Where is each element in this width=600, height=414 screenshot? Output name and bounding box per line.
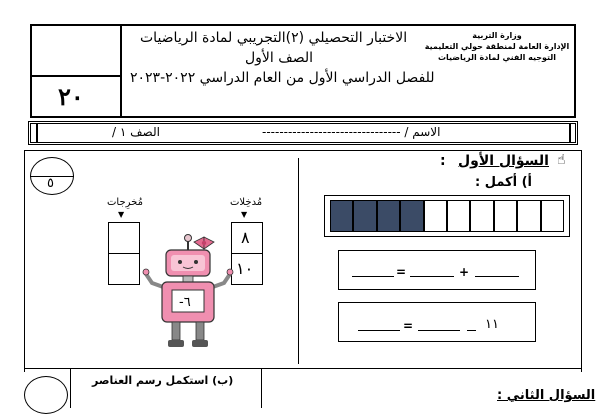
q1-score: ٥	[47, 176, 54, 191]
q1-title: السؤال الأول	[458, 153, 549, 169]
inputs-arrow-icon: ▼	[241, 210, 248, 219]
output-cell-2[interactable]	[108, 253, 140, 285]
ten-frame-cell	[353, 200, 376, 232]
eq1-blank-left[interactable]	[352, 276, 394, 277]
inputs-label: مُدخِلات	[230, 197, 263, 208]
ten-frame	[330, 200, 564, 232]
input-value-1: ٨	[241, 228, 250, 247]
ten-frame-cell	[330, 200, 353, 232]
q1-divider	[298, 158, 299, 364]
score-divider	[30, 75, 122, 77]
output-cell-1[interactable]	[108, 222, 140, 254]
ten-frame-cell	[447, 200, 470, 232]
q2-part-b: (ب) استكمل رسم العناصر	[92, 374, 234, 387]
exam-title: الاختبار التحصيلي (٢)التجريبي لمادة الرياضيات	[140, 30, 408, 46]
student-name-field: الاسم / --------------------------------	[262, 125, 441, 139]
eq2-number: ١١	[485, 317, 499, 332]
eq1-plus-sign: +	[459, 265, 470, 279]
total-score: ٢٠	[58, 82, 84, 111]
class-field: الصف ١ /	[112, 125, 160, 139]
q2-score-circle	[24, 376, 68, 414]
eq2-equals-sign: =	[403, 319, 414, 333]
machine-rule: ٦-	[179, 295, 191, 310]
q1-title-colon: :	[440, 153, 446, 169]
ten-frame-cell	[377, 200, 400, 232]
equation-box-2	[338, 302, 536, 342]
outputs-label: مُخرِجات	[107, 197, 143, 208]
ten-frame-cell	[494, 200, 517, 232]
ten-frame-cell	[400, 200, 423, 232]
q2-title: السؤال الثاني :	[497, 388, 596, 403]
hand-icon: ☝	[557, 152, 566, 168]
eq2-blank-left[interactable]	[358, 330, 400, 331]
outputs-arrow-icon: ▼	[118, 210, 125, 219]
equation-box-1	[338, 250, 536, 290]
robot-machine-illustration	[142, 228, 234, 358]
directorate-name: الإدارة العامة لمنطقة حولي التعليمية	[424, 42, 570, 51]
supervision-name: التوجيه الفني لمادة الرياضيات	[437, 53, 557, 62]
name-row-left-bar	[36, 124, 38, 142]
eq1-blank-right[interactable]	[475, 276, 519, 277]
grade-title: الصف الأول	[245, 50, 314, 66]
eq2-minus-sign	[467, 330, 476, 331]
eq2-blank-middle[interactable]	[418, 330, 460, 331]
name-row-right-bar	[569, 124, 571, 142]
input-value-2: ١٠	[236, 259, 254, 278]
term-title: للفصل الدراسي الأول من العام الدراسي ٢٠٢٢-٢٠٢٣	[130, 70, 435, 86]
eq1-equals-sign: =	[396, 265, 407, 279]
ministry-name: وزارة التربية	[472, 31, 522, 40]
eq1-blank-middle[interactable]	[410, 276, 454, 277]
ten-frame-cell	[517, 200, 540, 232]
ten-frame-cell	[541, 200, 564, 232]
ten-frame-cell	[470, 200, 493, 232]
q1-part-a: أ) أكمل :	[475, 175, 532, 190]
ten-frame-cell	[424, 200, 447, 232]
